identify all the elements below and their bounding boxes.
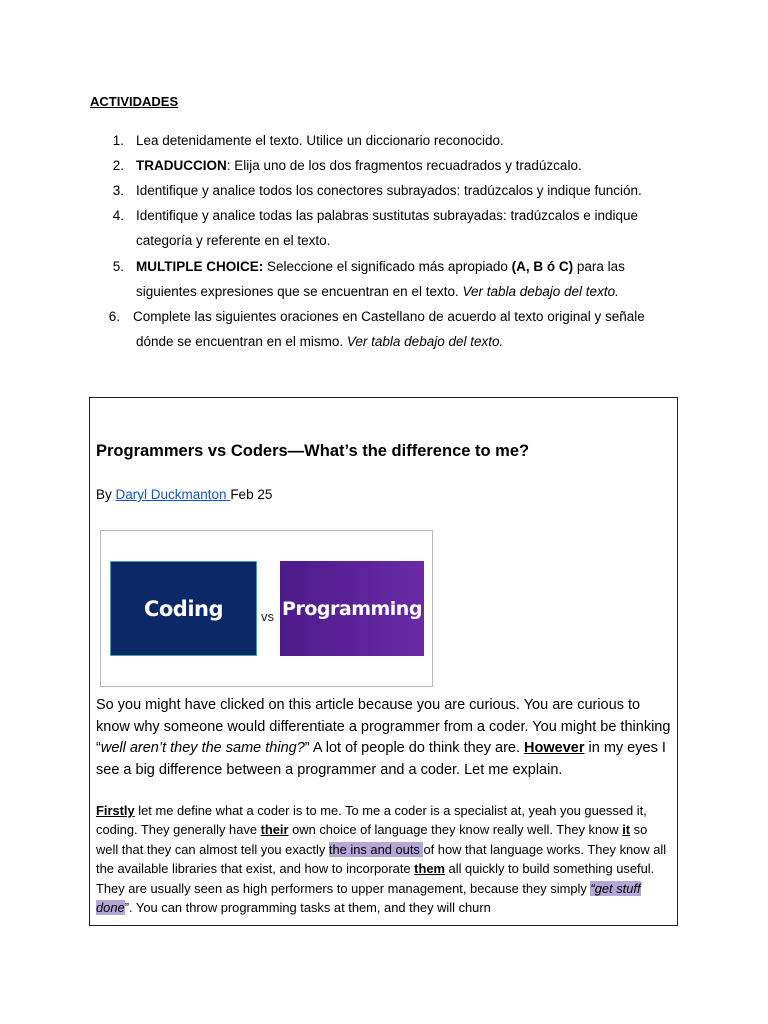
intro-paragraph (96, 695, 672, 781)
text-run: Ver tabla debajo del texto. (346, 334, 504, 349)
text-run: siguientes expresiones que se encuentran en el texto. (136, 284, 463, 299)
activity-number: 2. (112, 158, 124, 173)
activity-number: 4. (112, 208, 124, 223)
text-run: Ver tabla debajo del texto. (462, 284, 619, 299)
author-link[interactable]: Daryl Duckmanton (115, 487, 231, 502)
text-run: So you might have clicked on this article because you are curious. You are curious to know why someone would differentiate a programmer from a coder. You might be thinking “ (96, 697, 671, 756)
text-run: dónde se encuentran en el mismo. (136, 334, 347, 349)
activities-heading: ACTIVIDADES (90, 94, 179, 109)
text-run: in my eyes I see a big difference between a programmer and a coder. Let me explain. (96, 740, 666, 778)
activity-text (136, 207, 638, 224)
text-run: let me define what a coder is to me. To me a coder is a specialist at, yeah you guessed it, coding. They generally have (96, 803, 647, 838)
text-run: categoría y referente en el texto. (136, 233, 331, 248)
activity-text (136, 157, 582, 174)
coding-tile: Coding (110, 561, 257, 656)
vs-label: vs (261, 609, 274, 624)
text-run: own choice of language they know really well. They know (288, 822, 623, 838)
text-run: ”. You can throw programming tasks at them, and they will churn (124, 900, 491, 916)
body-paragraph (96, 801, 672, 917)
article-date: Feb 25 (230, 487, 273, 502)
underlined-term: However (524, 740, 585, 756)
activity-text (136, 182, 642, 199)
activity-number: 3. (112, 183, 124, 198)
article-image (100, 530, 433, 687)
byline (96, 487, 272, 502)
underlined-term: it (622, 822, 631, 838)
text-run: : Elija uno de los dos fragmentos recuadrados y tradúzcalo. (226, 158, 582, 173)
text-run: all quickly to build something useful. They are usually seen as high performers to upper management, because they simply (96, 861, 655, 896)
underlined-term: them (414, 861, 445, 877)
activity-number: 6. (108, 309, 120, 324)
activity-text (136, 333, 503, 350)
highlighted-expression: the ins and outs (328, 841, 424, 857)
text-run: para las (573, 259, 625, 274)
underlined-term: Firstly (96, 803, 135, 818)
text-run: ” A lot of people do think they are. (304, 740, 525, 756)
activity-text (136, 132, 504, 149)
activity-text (136, 258, 625, 275)
highlighted-expression: “get stuff done (96, 880, 641, 916)
text-run: Identifique y analice todas las palabras sustitutas subrayadas: tradúzcalos e indique (136, 208, 639, 223)
text-run: Complete las siguientes oraciones en Castellano de acuerdo al texto original y señale (133, 309, 645, 324)
programming-tile: Programming (280, 561, 424, 656)
text-run: well aren’t they the same thing? (100, 740, 305, 756)
article-title: Programmers vs Coders—What’s the difference to me? (96, 442, 530, 460)
byline-prefix: By (96, 487, 116, 502)
text-run: Seleccione el significado más apropiado (263, 259, 512, 274)
activity-text (133, 308, 645, 325)
text-run: (A, B ó C) (511, 259, 574, 274)
article-box (89, 397, 678, 926)
underlined-term: their (260, 822, 289, 838)
text-run: TRADUCCION (136, 158, 227, 173)
text-run: Lea detenidamente el texto. Utilice un diccionario reconocido. (136, 133, 504, 148)
activity-number: 5. (112, 259, 124, 274)
text-run: Identifique y analice todos los conectores subrayados: tradúzcalos y indique función. (136, 183, 642, 198)
activity-text (136, 283, 619, 300)
text-run: so well that they can almost tell you exactly (96, 822, 648, 857)
text-run: of how that language works. They know all the available libraries that exist, and how to incorporate (96, 841, 667, 877)
activity-text (136, 232, 330, 249)
text-run: MULTIPLE CHOICE: (136, 259, 264, 274)
activity-number: 1. (112, 133, 124, 148)
